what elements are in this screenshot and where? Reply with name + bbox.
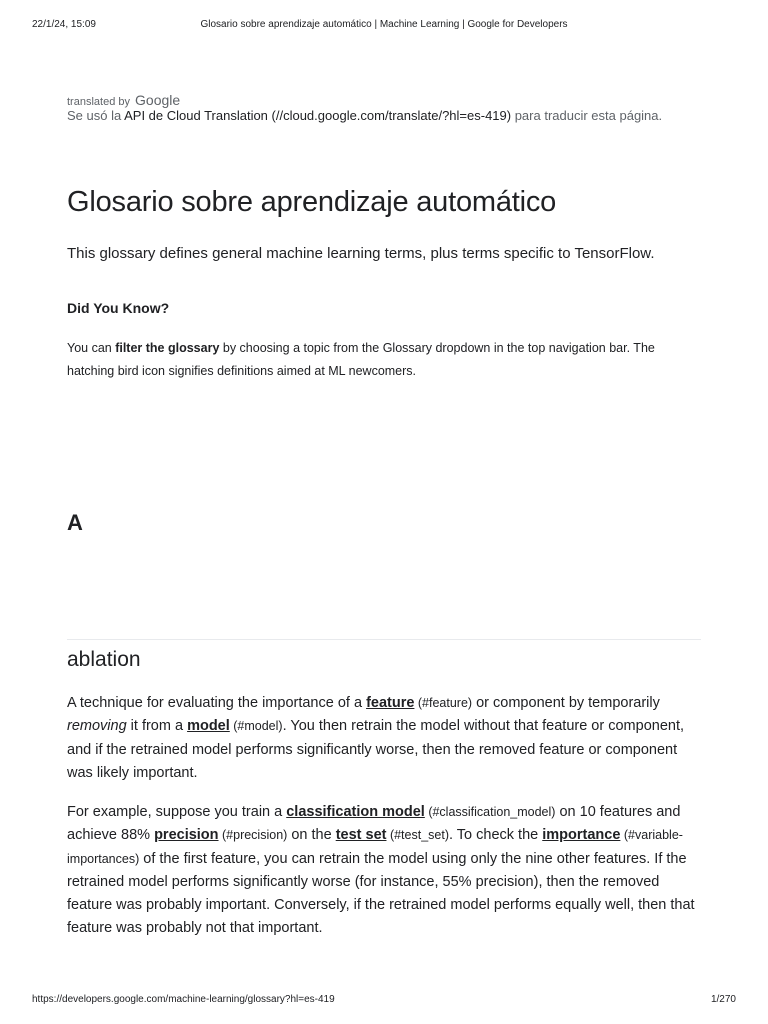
model-anchor: (#model) bbox=[229, 719, 283, 734]
section-divider bbox=[67, 639, 701, 640]
page-number: 1/270 bbox=[710, 994, 736, 1005]
print-footer bbox=[32, 994, 736, 1008]
dyk-prefix: You can bbox=[67, 341, 116, 355]
page-intro: This glossary defines general machine learning terms, plus terms specific to TensorFlow. bbox=[67, 245, 655, 262]
feature-link[interactable]: feature bbox=[366, 695, 415, 711]
text: A technique for evaluating the importance of a bbox=[67, 695, 367, 711]
example-paragraph bbox=[67, 801, 701, 941]
translated-by-label: translated by bbox=[67, 96, 130, 108]
print-date: 22/1/24, 15:09 bbox=[32, 19, 96, 30]
text: on the bbox=[287, 827, 336, 844]
text: it from a bbox=[126, 718, 188, 735]
text: on 10 features and achieve 88% bbox=[67, 804, 681, 844]
print-page-title: Glosario sobre aprendizaje automático | Machine Learning | Google for Developers bbox=[200, 19, 568, 30]
dyk-bold: filter the glossary bbox=[115, 341, 220, 355]
model-link[interactable]: model bbox=[187, 718, 230, 735]
term-heading: ablation bbox=[67, 648, 141, 671]
google-logo: Google bbox=[135, 92, 181, 108]
dyk-suffix: by choosing a topic from the Glossary dropdown in the top navigation bar. The hatching bird icon signifies definitions aimed at ML newcomers. bbox=[67, 341, 655, 378]
section-letter: A bbox=[67, 510, 83, 535]
translated-by-badge bbox=[67, 92, 701, 108]
translation-note bbox=[67, 108, 701, 124]
classification-model-anchor: (#classification_model) bbox=[424, 805, 556, 819]
did-you-know-body bbox=[67, 337, 697, 383]
print-url: https://developers.google.com/machine-learning/glossary?hl=es-419 bbox=[32, 994, 335, 1005]
page-title: Glosario sobre aprendizaje automático bbox=[67, 186, 557, 218]
print-header bbox=[32, 19, 736, 33]
importance-anchor: (#variable-importances) bbox=[67, 828, 683, 866]
emphasis: removing bbox=[67, 718, 127, 735]
precision-link[interactable]: precision bbox=[154, 827, 219, 844]
text: . You then retrain the model without that feature or component, and if the retrained model performs significantly worse, then the removed feature or component was likely important. bbox=[67, 718, 685, 781]
importance-link[interactable]: importance bbox=[542, 827, 621, 844]
did-you-know-title: Did You Know? bbox=[67, 300, 170, 316]
text: of the first feature, you can retrain the model using only the nine other features. If the retrained model performs significantly worse (for instance, 55% precision), then the removed feature was probably important. Conversely, if the retrained model performs equally well, then that feature was probably not that important. bbox=[67, 850, 695, 937]
translation-note-prefix: Se usó la bbox=[67, 108, 125, 123]
text: . To check the bbox=[449, 827, 543, 844]
text: For example, suppose you train a bbox=[67, 804, 287, 820]
precision-anchor: (#precision) bbox=[218, 828, 288, 843]
test-set-anchor: (#test_set) bbox=[386, 828, 449, 843]
text: or component by temporarily bbox=[472, 695, 660, 711]
translation-note-suffix: para traducir esta página. bbox=[511, 108, 663, 123]
main-content bbox=[67, 92, 701, 937]
feature-anchor: (#feature) bbox=[414, 696, 473, 710]
definition-paragraph bbox=[67, 692, 701, 785]
cloud-translation-link[interactable]: API de Cloud Translation (//cloud.google.com/translate/?hl=es-419) bbox=[124, 108, 512, 123]
test-set-link[interactable]: test set bbox=[335, 827, 387, 844]
classification-model-link[interactable]: classification model bbox=[286, 804, 425, 820]
